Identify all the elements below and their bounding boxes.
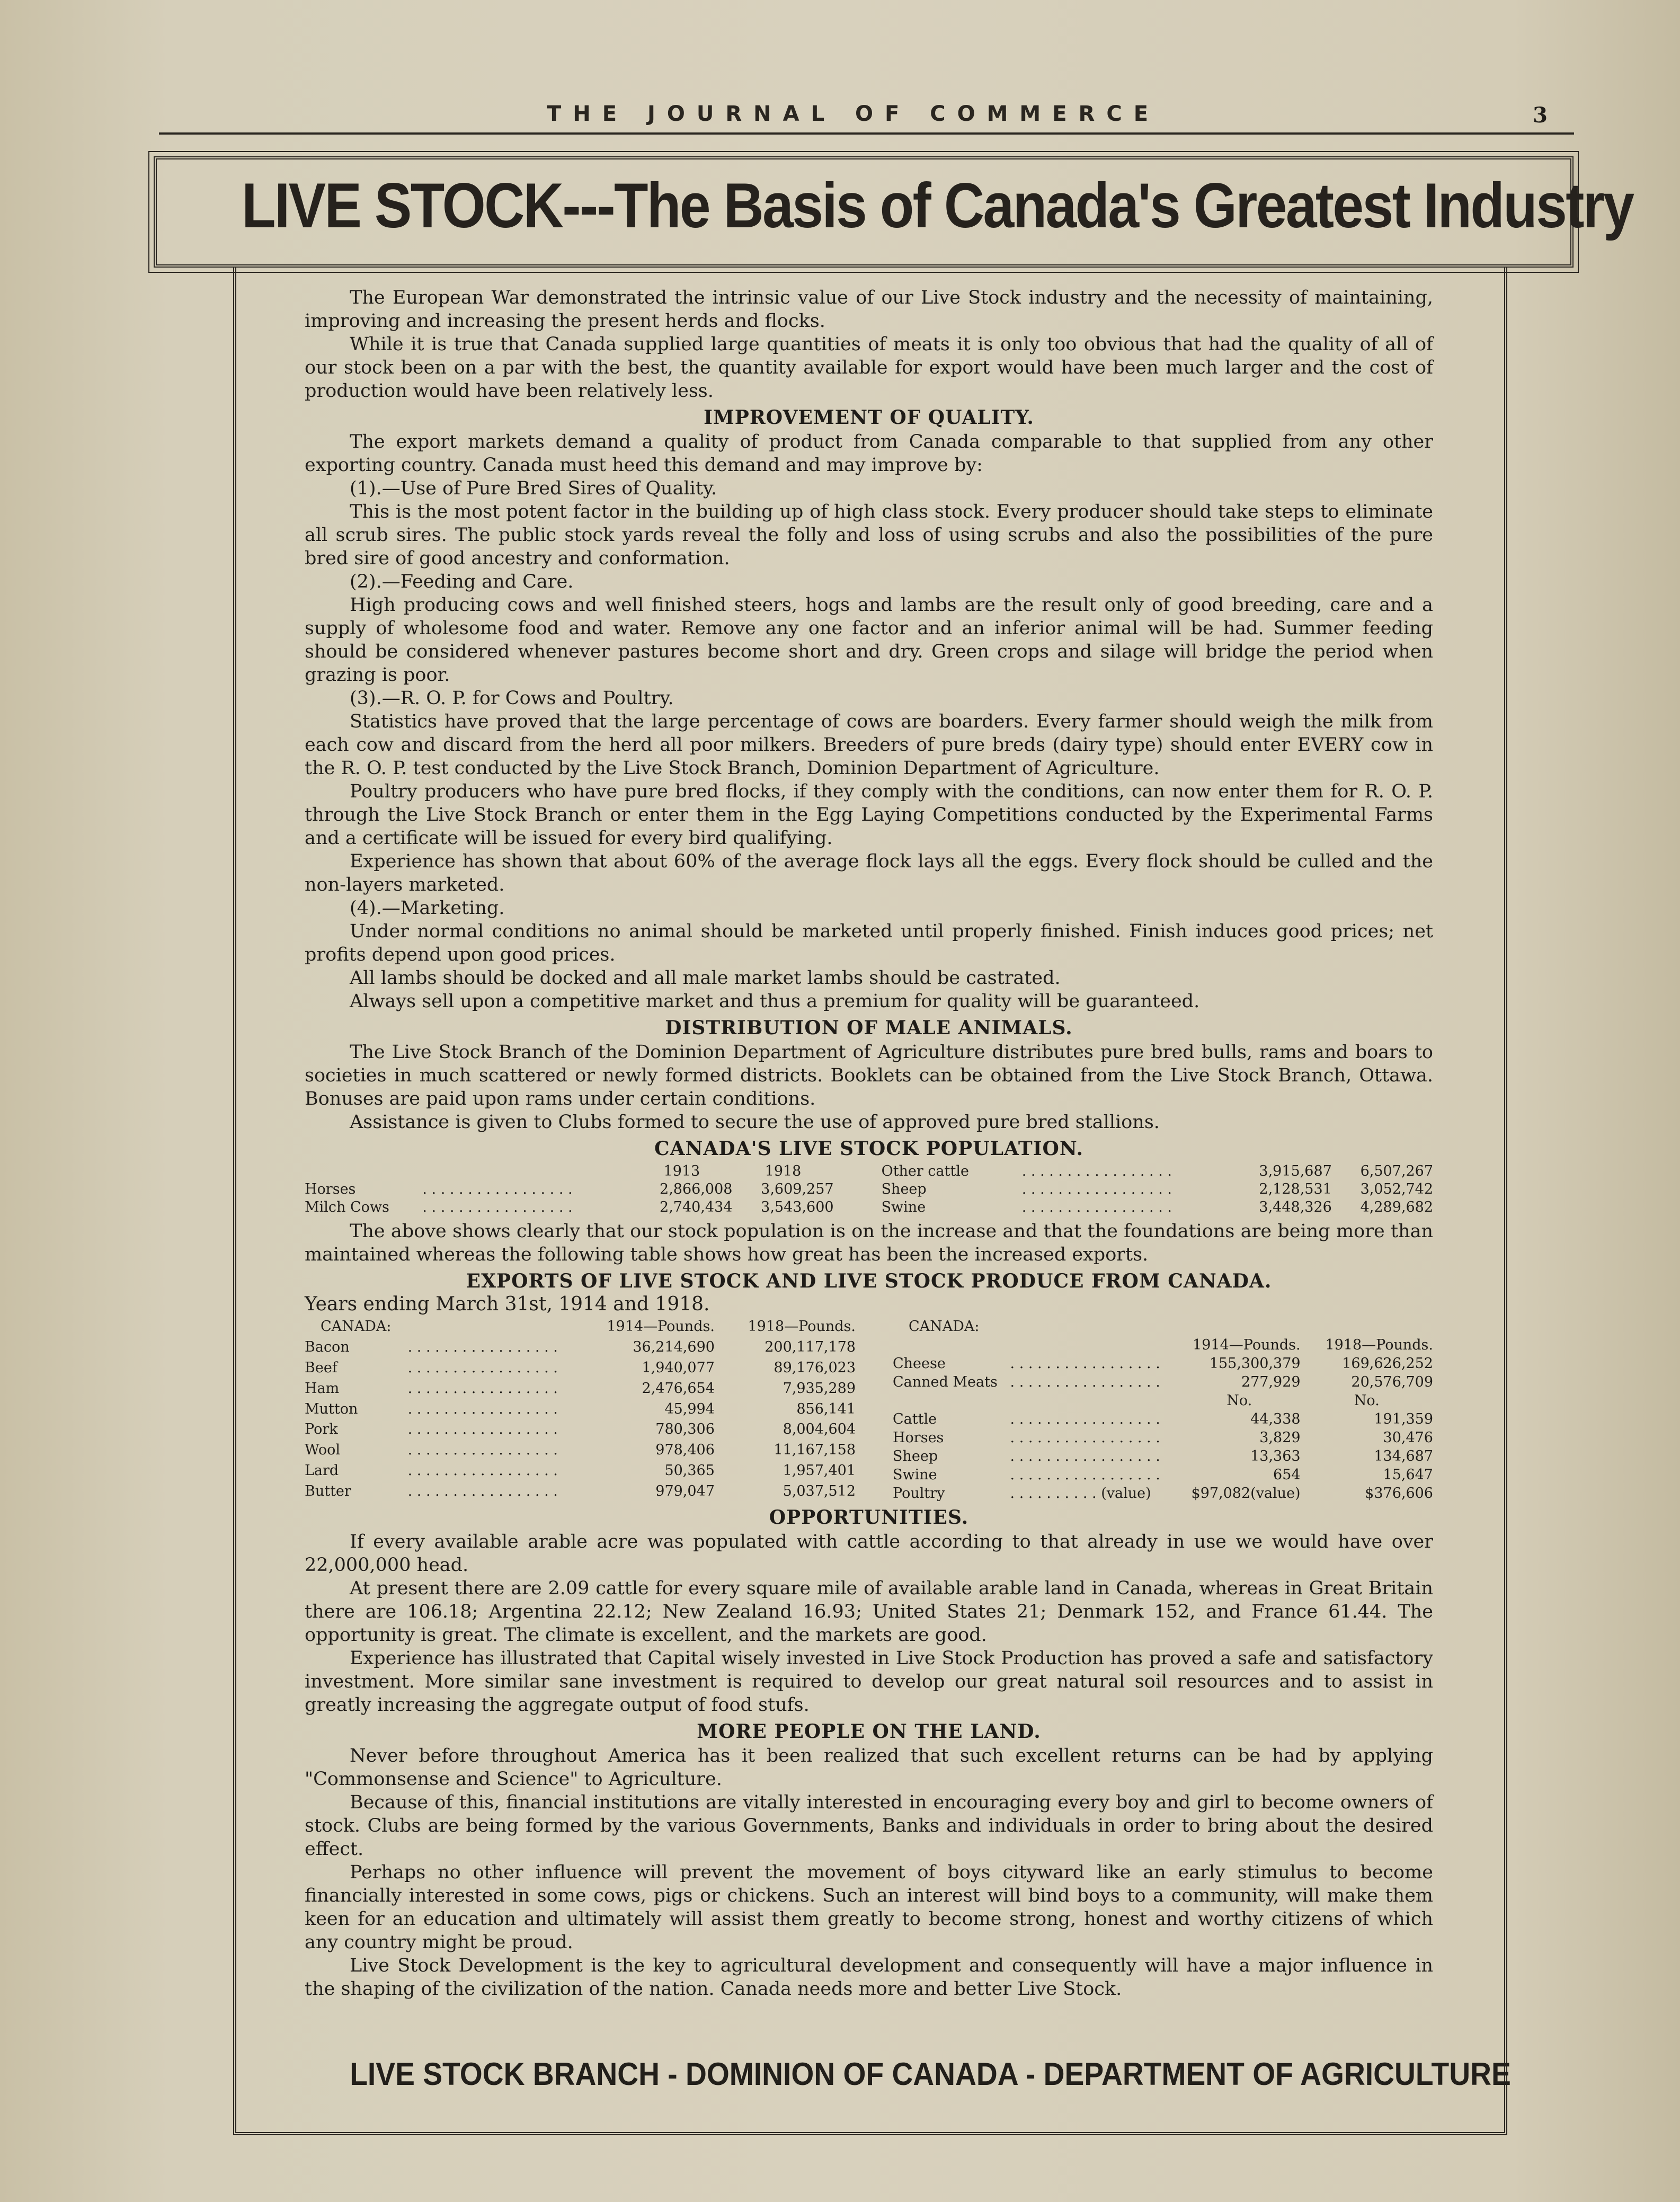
population-value: 3,915,687 bbox=[1259, 1163, 1332, 1179]
exports-table bbox=[305, 1317, 1433, 1503]
page-number: 3 bbox=[1533, 103, 1548, 128]
section-heading-opportunities: OPPORTUNITIES. bbox=[769, 1506, 969, 1529]
exports-label: Cattle bbox=[893, 1411, 937, 1427]
population-year-header: 1913 bbox=[663, 1163, 700, 1179]
population-value: 4,289,682 bbox=[1360, 1199, 1433, 1215]
exports-label: Poultry bbox=[893, 1485, 945, 1502]
head-rule bbox=[159, 132, 1574, 135]
exports-value: 1,940,077 bbox=[642, 1359, 715, 1376]
exports-value: 134,687 bbox=[1374, 1448, 1433, 1464]
exports-row bbox=[893, 1466, 1433, 1484]
exports-label: Sheep bbox=[893, 1448, 938, 1464]
exports-value: 1,957,401 bbox=[783, 1462, 856, 1479]
paragraph: Assistance is given to Clubs formed to secure the use of approved pure bred stallions. bbox=[350, 1112, 1160, 1133]
exports-col-header: 1914—Pounds. bbox=[1193, 1337, 1301, 1353]
exports-value: 780,306 bbox=[655, 1421, 715, 1438]
exports-value: 654 bbox=[1273, 1467, 1301, 1483]
paragraph: All lambs should be docked and all male market lambs should be castrated. bbox=[350, 967, 1061, 989]
exports-value: 3,829 bbox=[1259, 1429, 1301, 1446]
exports-value: $376,606 bbox=[1365, 1485, 1433, 1502]
headline: LIVE STOCK---The Basis of Canada's Greatest Industry bbox=[242, 170, 1633, 241]
exports-left-table bbox=[305, 1317, 856, 1503]
leader-dots: . . . . . . . . . . . . . . . . . bbox=[1010, 1429, 1160, 1446]
exports-value: 36,214,690 bbox=[633, 1338, 715, 1355]
exports-subheading: Years ending March 31st, 1914 and 1918. bbox=[305, 1293, 710, 1315]
exports-value: 8,004,604 bbox=[783, 1421, 856, 1438]
population-value: 2,740,434 bbox=[660, 1199, 733, 1215]
paragraph: Live Stock Development is the key to agricultural development and consequently will have a major influence in the shaping of the civilization of the nation. Canada needs more and better Live Stock. bbox=[305, 1955, 1433, 2000]
paragraph: The above shows clearly that our stock population is on the increase and that the foundations are being more than maintained whereas the following table shows how great has been the increased exports. bbox=[305, 1221, 1433, 1265]
exports-value: 978,406 bbox=[655, 1442, 715, 1459]
exports-value: 191,359 bbox=[1374, 1411, 1433, 1427]
exports-label: Swine bbox=[893, 1467, 937, 1483]
leader-dots: . . . . . . . . . . . . . . . . . bbox=[407, 1483, 558, 1500]
exports-value: 15,647 bbox=[1383, 1467, 1433, 1483]
leader-dots: . . . . . . . . . . . . . . . . . bbox=[422, 1199, 573, 1215]
leader-dots: . . . . . . . . . . . . . . . . . bbox=[1010, 1374, 1160, 1390]
population-label: Other cattle bbox=[881, 1163, 969, 1179]
leader-dots: . . . . . . . . . . . . . . . . . bbox=[1021, 1199, 1172, 1215]
paragraph: High producing cows and well finished steers, hogs and lambs are the result only of good breeding, care and a supply of wholesome food and water. Remove any one factor and an inferior animal will be had. Summer feeding should be considered whenever pastures become short and dry. Green crops and silage will bridge the period when grazing is poor. bbox=[305, 594, 1433, 686]
population-value: 2,866,008 bbox=[660, 1181, 733, 1197]
leader-dots: . . . . . . . . . . . . . . . . . bbox=[407, 1442, 558, 1459]
paragraph: Experience has shown that about 60% of the average flock lays all the eggs. Every flock should be culled and the non-layers marketed. bbox=[305, 851, 1433, 895]
exports-value: 200,117,178 bbox=[765, 1338, 856, 1355]
exports-value: 50,365 bbox=[664, 1462, 715, 1479]
exports-right-table bbox=[893, 1317, 1433, 1503]
exports-label: Canned Meats bbox=[893, 1374, 998, 1390]
leader-dots: . . . . . . . . . . . . . . . . . bbox=[407, 1380, 558, 1397]
section-heading-distribution: DISTRIBUTION OF MALE ANIMALS. bbox=[665, 1017, 1073, 1039]
exports-value: 856,141 bbox=[796, 1400, 856, 1417]
exports-value: 11,167,158 bbox=[774, 1442, 856, 1459]
numbered-item: (1).—Use of Pure Bred Sires of Quality. bbox=[350, 478, 717, 499]
section-heading-exports: EXPORTS OF LIVE STOCK AND LIVE STOCK PRODUCE FROM CANADA. bbox=[466, 1270, 1272, 1292]
population-table bbox=[305, 1162, 1433, 1217]
exports-value: 169,626,252 bbox=[1342, 1355, 1433, 1372]
article-body bbox=[305, 286, 1433, 2001]
exports-row bbox=[305, 1400, 856, 1420]
leader-dots: . . . . . . . . . . . . . . . . . bbox=[407, 1359, 558, 1376]
running-head bbox=[159, 102, 1548, 134]
intro-paragraph: While it is true that Canada supplied large quantities of meats it is only too obvious that had the quality of all of our stock been on a par with the best, the quantity available for export would have been much larger and the cost of production would have been relatively less. bbox=[305, 334, 1433, 402]
exports-row bbox=[305, 1420, 856, 1441]
numbered-item: (4).—Marketing. bbox=[350, 898, 505, 919]
exports-label: Pork bbox=[305, 1421, 338, 1438]
leader-dots: . . . . . . . . . . . . . . . . . bbox=[1010, 1467, 1160, 1483]
exports-value: 155,300,379 bbox=[1209, 1355, 1301, 1372]
population-value: 3,052,742 bbox=[1360, 1181, 1433, 1197]
paragraph: Always sell upon a competitive market and thus a premium for quality will be guaranteed. bbox=[350, 991, 1200, 1012]
population-value: 3,543,600 bbox=[761, 1199, 834, 1215]
section-heading-quality: IMPROVEMENT OF QUALITY. bbox=[704, 406, 1034, 429]
exports-canada-label: CANADA: bbox=[321, 1318, 392, 1335]
leader-dots: . . . . . . . . . . . . . . . . . bbox=[1021, 1181, 1172, 1197]
leader-dots: . . . . . . . . . . . . . . . . . bbox=[1010, 1448, 1160, 1464]
exports-row bbox=[305, 1359, 856, 1379]
paragraph: The Live Stock Branch of the Dominion Department of Agriculture distributes pure bred bulls, rams and boars to societies in much scattered or newly formed districts. Booklets can be obtained from the Live Stock Branch, Ottawa. Bonuses are paid upon rams under certain conditions. bbox=[305, 1042, 1433, 1109]
exports-value: 44,338 bbox=[1250, 1411, 1301, 1427]
exports-row bbox=[893, 1354, 1433, 1373]
exports-row bbox=[893, 1447, 1433, 1466]
leader-dots: . . . . . . . . . . . . . . . . . bbox=[407, 1400, 558, 1417]
leader-dots: . . . . . . . . . . . . . . . . . bbox=[407, 1338, 558, 1355]
exports-col-header: 1918—Pounds. bbox=[748, 1318, 856, 1335]
population-label: Horses bbox=[305, 1181, 356, 1197]
population-value: 2,128,531 bbox=[1259, 1181, 1332, 1197]
exports-value: 979,047 bbox=[655, 1483, 715, 1500]
exports-value: 30,476 bbox=[1383, 1429, 1433, 1446]
headline-box bbox=[154, 156, 1633, 268]
exports-row bbox=[305, 1379, 856, 1400]
journal-title: THE JOURNAL OF COMMERCE bbox=[546, 102, 1160, 126]
exports-label: Ham bbox=[305, 1380, 340, 1397]
section-heading-people: MORE PEOPLE ON THE LAND. bbox=[697, 1720, 1041, 1743]
population-label: Swine bbox=[881, 1199, 926, 1215]
exports-row bbox=[305, 1338, 856, 1359]
exports-value: 89,176,023 bbox=[774, 1359, 856, 1376]
exports-no-header: No. bbox=[1226, 1392, 1252, 1409]
exports-col-header: 1914—Pounds. bbox=[607, 1318, 715, 1335]
exports-value: 7,935,289 bbox=[783, 1380, 856, 1397]
population-value: 6,507,267 bbox=[1360, 1163, 1433, 1179]
exports-value: 45,994 bbox=[664, 1400, 715, 1417]
exports-label: Beef bbox=[305, 1359, 337, 1376]
exports-label: Horses bbox=[893, 1429, 944, 1446]
paragraph: Poultry producers who have pure bred flocks, if they comply with the conditions, can now enter them for R. O. P. through the Live Stock Branch or enter them in the Egg Laying Competitions conducted by the Experimental Farms and a certificate will be issued for every bird qualifying. bbox=[305, 781, 1433, 849]
exports-row bbox=[305, 1482, 856, 1503]
exports-note: . . . . . . . . . . (value) bbox=[1010, 1485, 1151, 1502]
exports-row bbox=[305, 1441, 856, 1461]
exports-col-header: 1918—Pounds. bbox=[1325, 1337, 1433, 1353]
intro-paragraph: The European War demonstrated the intrinsic value of our Live Stock industry and the necessity of maintaining, improving and increasing the present herds and flocks. bbox=[305, 287, 1433, 332]
paragraph: Never before throughout America has it been realized that such excellent returns can be had by applying "Commonsense and Science" to Agriculture. bbox=[305, 1745, 1433, 1790]
exports-row bbox=[893, 1428, 1433, 1447]
paragraph: This is the most potent factor in the building up of high class stock. Every producer should take steps to eliminate all scrub sires. The public stock yards reveal the folly and loss of using scrubs and also the possibilities of the pure bred sire of good ancestry and conformation. bbox=[305, 501, 1433, 569]
exports-value: 277,929 bbox=[1241, 1374, 1301, 1390]
section-heading-population: CANADA'S LIVE STOCK POPULATION. bbox=[654, 1138, 1084, 1160]
exports-no-header: No. bbox=[1354, 1392, 1380, 1409]
numbered-item: (3).—R. O. P. for Cows and Poultry. bbox=[350, 688, 674, 709]
population-label: Sheep bbox=[881, 1181, 927, 1197]
exports-label: Mutton bbox=[305, 1400, 358, 1417]
leader-dots: . . . . . . . . . . . . . . . . . bbox=[1010, 1355, 1160, 1372]
paragraph: Experience has illustrated that Capital wisely invested in Live Stock Production has proved a safe and satisfactory investment. More similar sane investment is required to develop our great natural soil resources and to assist in greatly increasing the aggregate output of food stufs. bbox=[305, 1648, 1433, 1716]
leader-dots: . . . . . . . . . . . . . . . . . bbox=[407, 1421, 558, 1438]
footer-signature: LIVE STOCK BRANCH - DOMINION OF CANADA - DEPARTMENT OF AGRICULTURE bbox=[350, 2056, 1511, 2092]
exports-label: Cheese bbox=[893, 1355, 946, 1372]
exports-row bbox=[305, 1461, 856, 1482]
exports-row bbox=[893, 1410, 1433, 1428]
leader-dots: . . . . . . . . . . . . . . . . . bbox=[407, 1462, 558, 1479]
paragraph: The export markets demand a quality of product from Canada comparable to that supplied from any other exporting country. Canada must heed this demand and may improve by: bbox=[305, 431, 1433, 476]
paragraph: Under normal conditions no animal should be marketed until properly finished. Finish induces good prices; net profits depend upon good prices. bbox=[305, 921, 1433, 965]
exports-label: Lard bbox=[305, 1462, 339, 1479]
population-label: Milch Cows bbox=[305, 1199, 389, 1215]
paragraph: If every available arable acre was populated with cattle according to that already in use we would have over 22,000,000 head. bbox=[305, 1531, 1433, 1576]
population-value: 3,609,257 bbox=[761, 1181, 834, 1197]
paragraph: At present there are 2.09 cattle for every square mile of available arable land in Canada, whereas in Great Britain there are 106.18; Argentina 22.12; New Zealand 16.93; United States 21; Denmark 152, and France 61.44. The opportunity is great. The climate is excellent, and the markets are good. bbox=[305, 1578, 1433, 1646]
leader-dots: . . . . . . . . . . . . . . . . . bbox=[1010, 1411, 1160, 1427]
leader-dots: . . . . . . . . . . . . . . . . . bbox=[422, 1181, 573, 1197]
exports-label: Wool bbox=[305, 1442, 341, 1459]
exports-value: $97,082(value) bbox=[1191, 1485, 1301, 1502]
population-value: 3,448,326 bbox=[1259, 1199, 1332, 1215]
population-year-header: 1918 bbox=[765, 1163, 802, 1179]
exports-row bbox=[893, 1373, 1433, 1391]
exports-label: Butter bbox=[305, 1483, 351, 1500]
exports-label: Bacon bbox=[305, 1338, 350, 1355]
exports-value: 13,363 bbox=[1250, 1448, 1301, 1464]
leader-dots: . . . . . . . . . . bbox=[1010, 1485, 1101, 1502]
numbered-item: (2).—Feeding and Care. bbox=[350, 571, 574, 592]
leader-dots: . . . . . . . . . . . . . . . . . bbox=[1021, 1163, 1172, 1179]
paragraph: Statistics have proved that the large percentage of cows are boarders. Every farmer should weigh the milk from each cow and discard from the herd all poor milkers. Breeders of pure breds (dairy type) should enter EVERY cow in the R. O. P. test conducted by the Live Stock Branch, Dominion Department of Agriculture. bbox=[305, 711, 1433, 779]
exports-value: 20,576,709 bbox=[1351, 1374, 1433, 1390]
paragraph: Perhaps no other influence will prevent the movement of boys cityward like an early stimulus to become financially interested in some cows, pigs or chickens. Such an interest will bind boys to a community, will make them keen for an education and ultimately will assist them greatly to become strong, honest and worthy citizens of which any country might be proud. bbox=[305, 1862, 1433, 1953]
exports-canada-label: CANADA: bbox=[909, 1318, 980, 1335]
paragraph: Because of this, financial institutions are vitally interested in encouraging every boy and girl to become owners of stock. Clubs are being formed by the various Governments, Banks and individuals in order to bring about the desired effect. bbox=[305, 1792, 1433, 1860]
exports-value: 2,476,654 bbox=[642, 1380, 715, 1397]
exports-value: 5,037,512 bbox=[783, 1483, 856, 1500]
